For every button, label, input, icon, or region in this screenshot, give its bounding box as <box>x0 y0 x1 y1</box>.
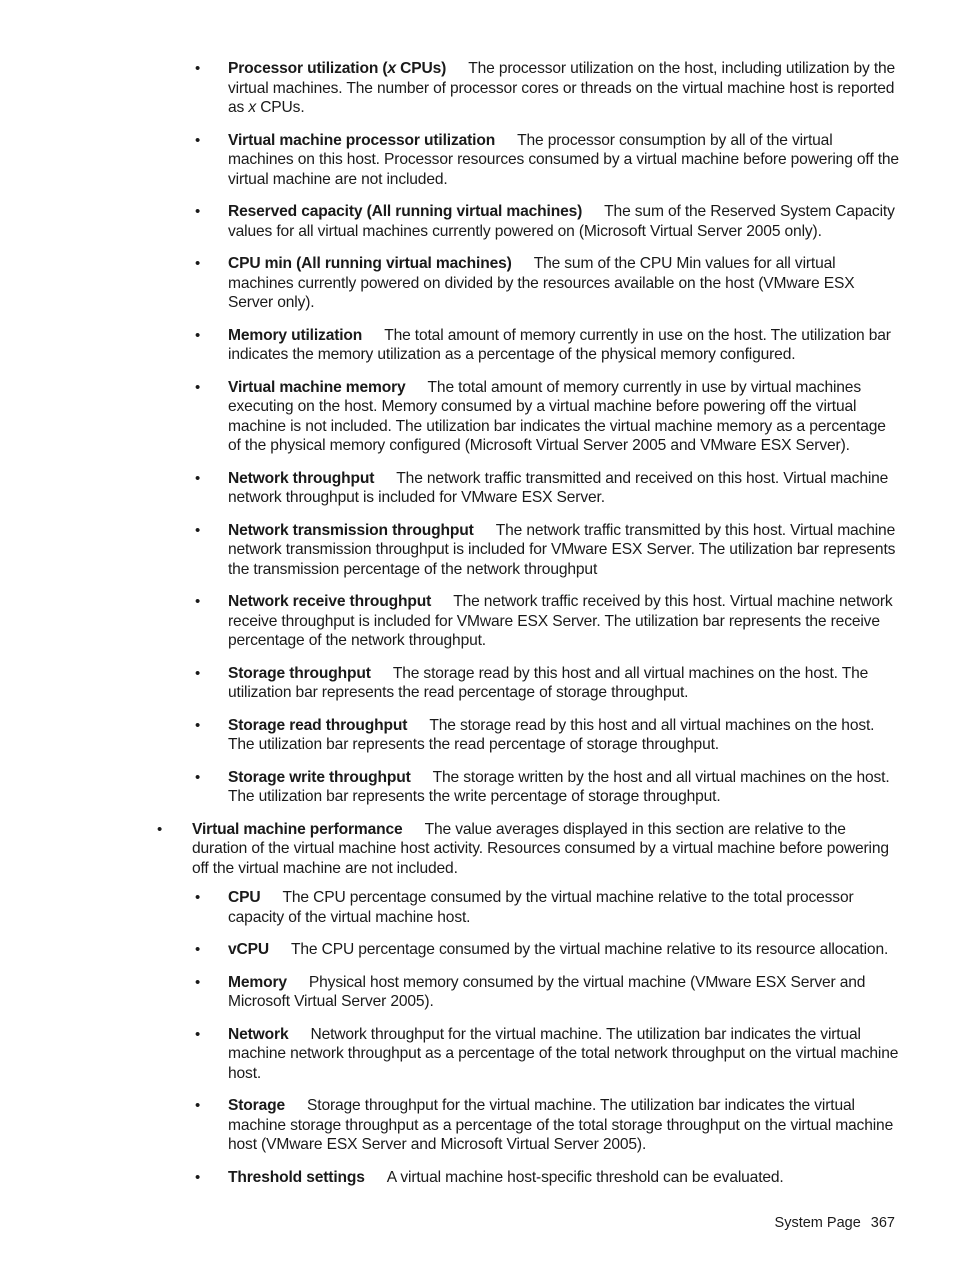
bullet: • <box>195 1025 201 1043</box>
description: The sum of the CPU Min values for all virtual machines currently powered on divided by the resources available on the host (VMware ESX Server only). <box>228 255 855 311</box>
page-footer <box>0 1215 895 1231</box>
list-item-vm-memory <box>195 378 900 456</box>
list-item-vm-processor-utilization <box>195 131 900 190</box>
bullet: • <box>195 941 201 958</box>
description: The sum of the Reserved System Capacity values for all virtual machines currently powered on (Microsoft Virtual Server 2005 only). <box>228 203 895 240</box>
term: Storage read throughput <box>228 716 408 734</box>
list-item-cpu-min <box>195 254 900 313</box>
list-item-network-throughput <box>195 469 900 508</box>
term: Storage throughput <box>228 664 371 682</box>
term: CPU min (All running virtual machines) <box>228 255 512 272</box>
bullet: • <box>195 521 201 539</box>
description: The network traffic received by this host. Virtual machine network receive throughput is included for VMware ESX Server. The utilization bar represents the receive percentage of the network throughput. <box>228 593 893 649</box>
description: The value averages displayed in this section are relative to the duration of the virtual machine host activity. Resources consumed by a virtual machine before powering off the virtual machine are not included. <box>192 820 889 877</box>
list-item-memory-utilization <box>195 326 900 365</box>
bullet: • <box>195 716 201 734</box>
term: Storage <box>228 1097 286 1114</box>
term: Virtual machine processor utilization <box>228 131 496 149</box>
bullet: • <box>157 820 163 838</box>
term: Reserved capacity (All running virtual machines) <box>228 203 583 220</box>
description: The processor utilization on the host, including utilization by the virtual machines. The number of processor cores or threads on the virtual machine host is reported as x CPUs. <box>228 60 896 116</box>
bullet: • <box>195 378 201 396</box>
description: Storage throughput for the virtual machine. The utilization bar indicates the virtual machine storage throughput as a percentage of the total storage throughput on the virtual machine host (VMware ESX Server and Microsoft Virtual Server 2005). <box>228 1097 894 1153</box>
list-item-vm-performance <box>157 820 900 879</box>
term-processor-utilization: Processor utilization (x CPUs) <box>228 60 447 77</box>
description: Physical host memory consumed by the virtual machine (VMware ESX Server and Microsoft Virtual Server 2005). <box>228 973 866 1010</box>
description: Network throughput for the virtual machine. The utilization bar indicates the virtual machine network throughput as a percentage of the total network throughput on the virtual machine host. <box>228 1025 899 1082</box>
bullet: • <box>195 60 201 77</box>
term: Network receive throughput <box>228 593 432 610</box>
list-item-storage <box>195 1096 900 1155</box>
bullet: • <box>195 1097 201 1114</box>
bullet: • <box>195 593 201 610</box>
term: Virtual machine memory <box>228 378 406 396</box>
description: The storage written by the host and all virtual machines on the host. The utilization bar represents the write percentage of storage throughput. <box>228 768 890 805</box>
description: The total amount of memory currently in use by virtual machines executing on the host. Memory consumed by a virtual machine before powering off the virtual machine is not included. The utilization bar indicates the virtual machine memory as a percentage of the physical memory configured (Microsoft Virtual Server 2005 and VMware ESX Server). <box>228 378 886 454</box>
description: The storage read by this host and all virtual machines on the host. The utilization bar represents the read percentage of storage throughput. <box>228 716 875 753</box>
list-item-network-receive-throughput <box>195 592 900 651</box>
term: CPU <box>228 889 261 906</box>
vm-performance-list <box>0 820 954 879</box>
description: The storage read by this host and all virtual machines on the host. The utilization bar represents the read percentage of storage throughput. <box>228 664 869 701</box>
term: Network throughput <box>228 469 375 487</box>
bullet: • <box>195 255 201 272</box>
term: Network <box>228 1025 289 1043</box>
list-item-cpu <box>195 888 900 927</box>
page-number: 367 <box>870 1215 895 1231</box>
bullet: • <box>195 973 201 991</box>
term: Memory <box>228 973 287 991</box>
description: The processor consumption by all of the virtual machines on this host. Processor resources consumed by a virtual machine before powering off the virtual machine are not included. <box>228 131 899 188</box>
list-item-network-transmission-throughput <box>195 521 900 580</box>
bullet: • <box>195 203 201 220</box>
list-item-storage-write-throughput <box>195 768 900 807</box>
term: Virtual machine performance <box>192 820 403 838</box>
term: Network transmission throughput <box>228 521 474 539</box>
term: Storage write throughput <box>228 768 411 786</box>
list-item-memory <box>195 973 900 1012</box>
list-item-network <box>195 1025 900 1084</box>
vm-performance-sublist <box>0 888 954 1187</box>
description: A virtual machine host-specific threshold can be evaluated. <box>386 1168 784 1186</box>
bullet: • <box>195 664 201 682</box>
list-item-storage-read-throughput <box>195 716 900 755</box>
description: The CPU percentage consumed by the virtual machine relative to its resource allocation. <box>291 941 889 958</box>
list-item-vcpu <box>195 940 900 960</box>
list-item-reserved-capacity <box>195 202 900 241</box>
bullet: • <box>195 469 201 487</box>
description: The CPU percentage consumed by the virtual machine relative to the total processor capacity of the virtual machine host. <box>228 889 854 926</box>
list-item-processor-utilization <box>195 59 900 118</box>
bullet: • <box>195 768 201 786</box>
term: Memory utilization <box>228 326 363 344</box>
bullet: • <box>195 889 201 906</box>
page-body <box>0 59 954 1200</box>
bullet: • <box>195 1168 201 1186</box>
description: The total amount of memory currently in use on the host. The utilization bar indicates the memory utilization as a percentage of the physical memory configured. <box>228 326 891 363</box>
bullet: • <box>195 131 201 149</box>
description: The network traffic transmitted and received on this host. Virtual machine network throughput is included for VMware ESX Server. <box>228 469 889 506</box>
footer-section-name: System Page <box>774 1215 861 1231</box>
description: The network traffic transmitted by this host. Virtual machine network transmission throughput is included for VMware ESX Server. The utilization bar represents the transmission percentage of the network throughput <box>228 521 896 578</box>
host-metrics-list <box>0 59 954 807</box>
term: vCPU <box>228 941 269 958</box>
term: Threshold settings <box>228 1168 365 1186</box>
list-item-threshold-settings <box>195 1168 900 1188</box>
bullet: • <box>195 326 201 344</box>
list-item-storage-throughput <box>195 664 900 703</box>
